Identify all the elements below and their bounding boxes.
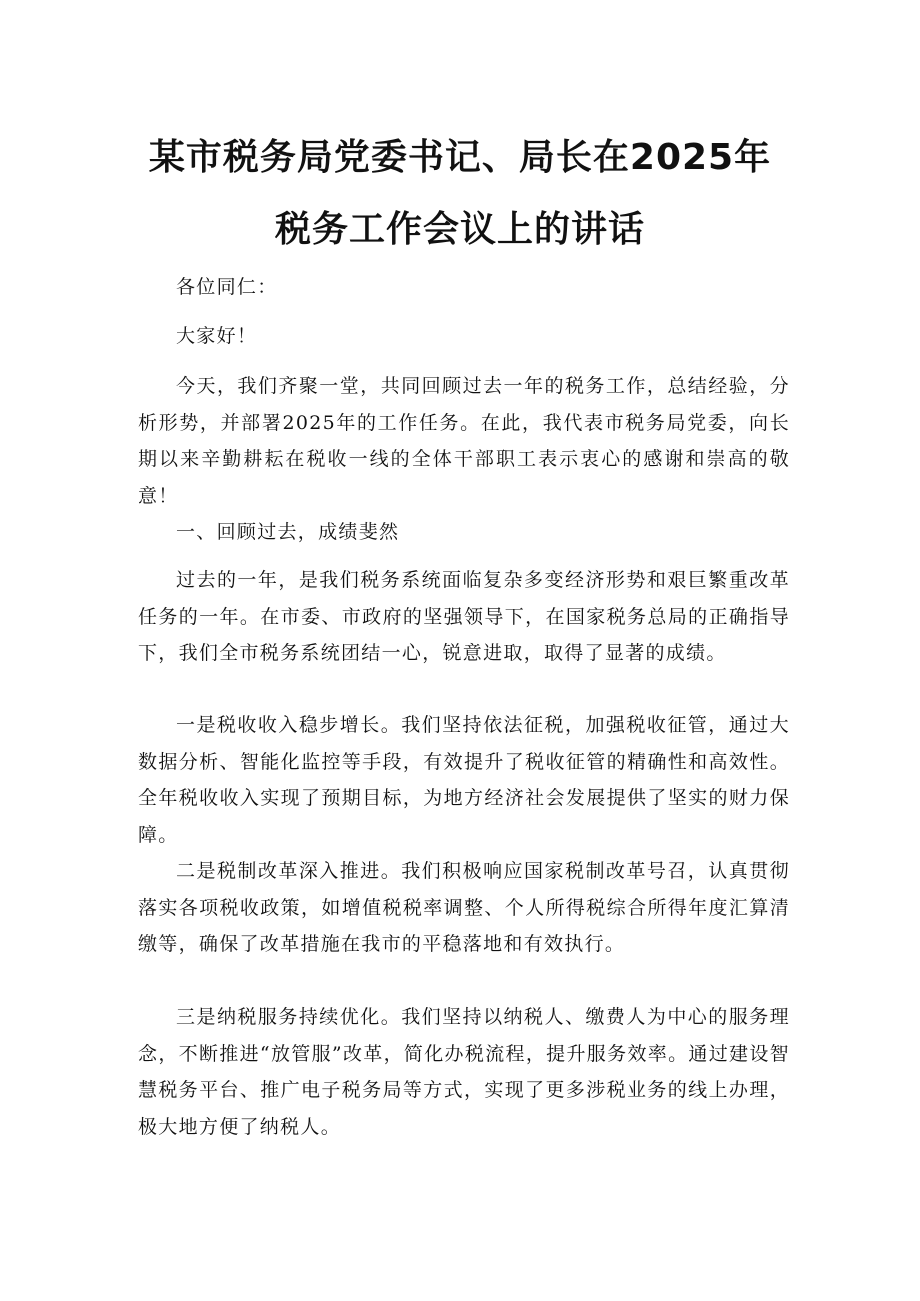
document-title-line-2: 税务工作会议上的讲话 <box>274 209 645 250</box>
achievement-paragraph-2: 二是税制改革深入推进。我们积极响应国家税制改革号召，认真贯彻落实各项税收政策，如增值税税率调整、个人所得税综合所得年度汇算清缴等，确保了改革措施在我市的平稳落地和有效执行。 <box>138 860 790 955</box>
review-paragraph: 过去的一年，是我们税务系统面临复杂多变经济形势和艰巨繁重改革任务的一年。在市委、市政府的坚强领导下，在国家税务总局的正确指导下，我们全市税务系统团结一心，锐意进取，取得了显著的成绩。 <box>138 569 790 664</box>
section-heading-1: 一、回顾过去，成绩斐然 <box>176 521 400 543</box>
achievement-paragraph-3: 三是纳税服务持续优化。我们坚持以纳税人、缴费人为中心的服务理念，不断推进“放管服”改革，简化办税流程，提升服务效率。通过建设智慧税务平台、推广电子税务局等方式，实现了更多涉税业务的线上办理，极大地方便了纳税人。 <box>138 1006 790 1138</box>
opening-paragraph: 今天，我们齐聚一堂，共同回顾过去一年的税务工作，总结经验，分析形势，并部署2025年的工作任务。在此，我代表市税务局党委，向长期以来辛勤耕耘在税收一线的全体干部职工表示衷心的感谢和崇高的敬意！ <box>138 375 790 507</box>
greeting: 大家好！ <box>176 325 258 347</box>
salutation: 各位同仁： <box>176 276 278 298</box>
achievement-paragraph-1: 一是税收收入稳步增长。我们坚持依法征税，加强税收征管，通过大数据分析、智能化监控等手段，有效提升了税收征管的精确性和高效性。全年税收收入实现了预期目标，为地方经济社会发展提供了坚实的财力保障。 <box>138 714 790 846</box>
document-title-line-1: 某市税务局党委书记、局长在2025年 <box>148 137 772 178</box>
